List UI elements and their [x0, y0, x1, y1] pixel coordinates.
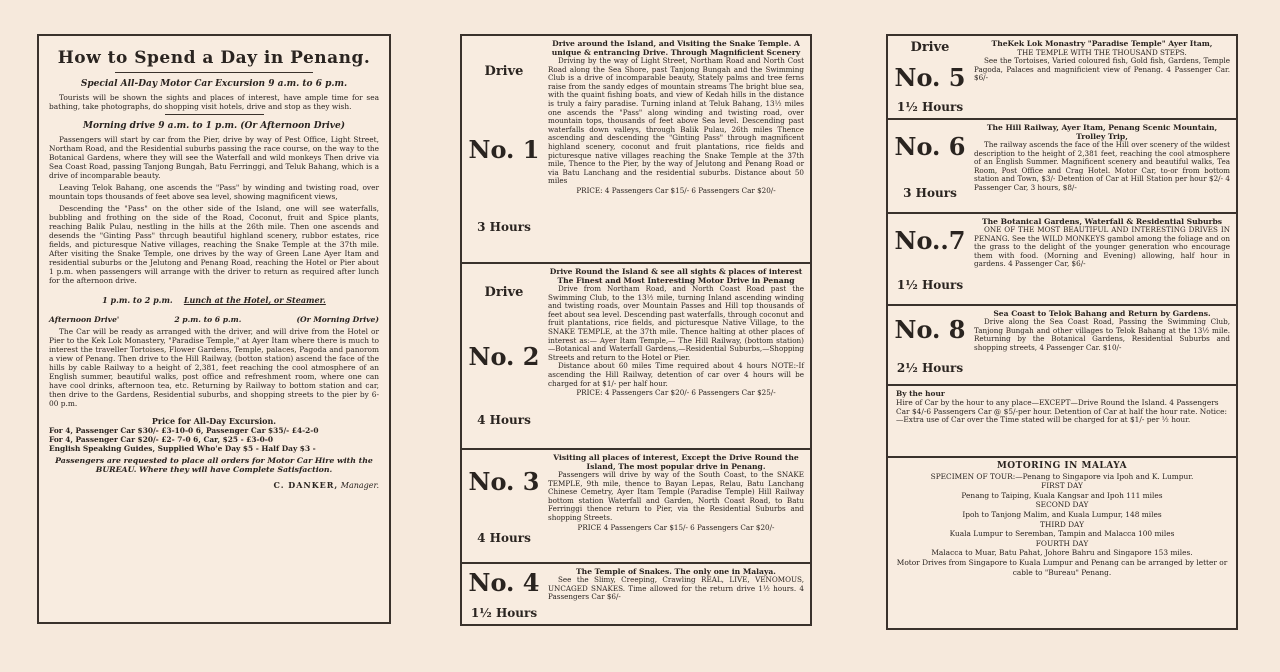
- lunch-label: Lunch at the Hotel, or Steamer.: [183, 295, 326, 305]
- tour-drive-4: [462, 564, 810, 624]
- tour-number: No. 8: [894, 314, 966, 344]
- motoring-line: Motor Drives from Singapore to Kuala Lumpur and Penang can be arranged by letter or cable to "Bureau" Penang.: [896, 557, 1228, 577]
- drive-label: Drive: [484, 285, 524, 300]
- by-hour-section: [888, 386, 1236, 458]
- lunch-line: [49, 295, 379, 305]
- page-title: How to Spend a Day in Penang.: [57, 48, 371, 68]
- drive-label: Drive: [484, 64, 524, 79]
- tour-subtitle: THE TEMPLE WITH THE THOUSAND STEPS.: [1017, 48, 1187, 57]
- tour-content: [972, 306, 1236, 384]
- tour-label: [888, 36, 972, 118]
- tour-price: PRICE: 4 Passengers Car $20/- 6 Passengers Car $25/-: [576, 388, 776, 398]
- tour-price: PRICE: 4 Passengers Car $15/- 6 Passengers Car $20/-: [576, 185, 776, 195]
- motoring-specimen: SPECIMEN OF TOUR:—Penang to Singapore via Ipoh and K. Lumpur.: [930, 471, 1194, 481]
- tour-number: No. 4: [468, 568, 540, 598]
- lunch-time: 1 p.m. to 2 p.m.: [102, 295, 173, 305]
- morning-heading: Morning drive 9 a.m. to 1 p.m. (Or Afternoon Drive): [83, 121, 345, 131]
- morning-paragraph-1: Passengers will start by car from the Pier, drive by way of Pest Office, Light Street, Northam Road, and the Residential suburbs passing the race course, on the way to the Botanical Gardens, where they will see the Waterfall and wild monkeys Then drive via Sea Coast Road, passing Tanjong Bungah, Batu Ferringgi, and Teluk Bahang, which is a drive of incomparable beauty.: [49, 135, 379, 180]
- tour-number: No. 1: [468, 135, 540, 164]
- signature-name: C. DANKER,: [273, 480, 339, 490]
- tour-drive-1: [462, 36, 810, 264]
- tour-hours: 4 Hours: [477, 413, 531, 427]
- tour-hours: 3 Hours: [903, 185, 957, 200]
- tour-content: [546, 264, 810, 448]
- tour-drive-7: [888, 214, 1236, 306]
- tour-drive-6: [888, 120, 1236, 214]
- left-panel: [37, 34, 391, 624]
- afternoon-paragraph: The Car will be ready as arranged with the driver, and will drive from the Hotel or Pier to the Kek Lok Monastery, "Paradise Temple," at Ayer Itam where there is much to interest the traveller Tortoises, Flower Gardens, Temple, palaces, Pagoda and panorom a view of Penang. Then drive to the Hill Railway, (botton station) ascend the face of the hills by cable Railway to a height of 2,381, feet reaching the cool atmosphere of an English summer, beautiful walks, post office and refreshment room, where one can have cool drinks, afternoon tea, etc. Returning by Railway to bottom station and car, then drive to the Gardens, Residential suburbs, and shopping streets to the pier by 6-00 p.m.: [49, 327, 379, 408]
- tour-title: The Botanical Gardens, Waterfall & Residential Suburbs: [981, 217, 1223, 226]
- tour-label: [462, 564, 546, 624]
- tour-title: Visiting all places of interest, Except the Drive Round the Island, The most popular drive in Penang.: [553, 453, 799, 471]
- motoring-line: FOURTH DAY: [1035, 538, 1089, 548]
- tour-body: See the Tortoises, Varied coloured fish, Gold fish, Gardens, Temple Pagoda, Palaces and magnificient view of Penang. 4 Passenger Car. $6/-: [974, 56, 1230, 83]
- morning-paragraph-3: Descending the "Pass" on the other side of the Island, one will see waterfalls, bubbling and frothing on the side of the Road, Coconut, fruit and Spice plants, reaching Balik Pulau, nestling in the hills at the 26th mile. Then one ascends and desends the "Ginting Pass" thrcugh beautiful highland scenery, rubbor estates, rice fields, and picturesque Native villages, reaching the Snake Temple at the 37th mile. After visiting the Snake Temple, one drives by the way of Green Lane Ayer Itam and residential suburbs or the Jelutong and Penang Road, reaching the Hotel or Pier about 1 p.m. when passengers will arrange with the driver to return as required after lunch for the afternoon drive.: [49, 204, 379, 285]
- tour-label: [462, 36, 546, 262]
- tour-hours: 1½ Hours: [896, 100, 964, 114]
- tour-label: [462, 264, 546, 448]
- tour-number: No. 3: [468, 467, 540, 497]
- tour-drive-8: [888, 306, 1236, 386]
- right-panel: [886, 34, 1238, 630]
- tour-hours: 1½ Hours: [896, 278, 964, 293]
- price-line: For 4, Passenger Car $30/- £3-10-0 6, Passenger Car $35/- £4-2-0: [49, 426, 319, 435]
- by-hour-heading: By the hour: [896, 389, 945, 398]
- motoring-line: Penang to Taiping, Kuala Kangsar and Ipoh 111 miles: [961, 490, 1163, 500]
- tour-content: [972, 214, 1236, 304]
- tour-hours: 2½ Hours: [896, 361, 964, 376]
- tour-content: [546, 450, 810, 562]
- tour-body: ONE OF THE MOST BEAUTIFUL AND INTERESTING DRIVES IN PENANG. See the WILD MONKEYS gambol among the foliage and on the grass to the delight of the younger generation who encourage them with food. (Morning and Evening) allowing, half hour in gardens. 4 Passenger Car, $6/-: [974, 225, 1230, 269]
- motoring-line: FIRST DAY: [1041, 481, 1083, 491]
- tour-number: No. 5: [894, 63, 966, 92]
- tour-body: Drive from Northam Road, and North Coast Road past the Swimming Club, to the 13½ mile, turning Inland ascending winding and twisting roads, over Mountain Passes and Hill top thousands of feet about sea level. Descending past waterfalls, through coconut and fruit plantations, rice fields, and picturesque Native Village, to the SNAKE TEMPLE, at the 37th mile. Thence halting at other places of interest as:— Ayer Itam Temple,— The Hill Railway, (bottom station)—Botanical and Waterfall Gardens,—Residential Suburbs,—Shopping Streets and return to the Hotel or Pier.: [548, 284, 804, 362]
- motoring-section: [888, 458, 1236, 581]
- tour-note: Distance about 60 miles Time required about 4 hours NOTE:-If ascending the Hill Railway, detention of car over 4 hours will be charged for at $1/- per half hour.: [548, 361, 804, 388]
- tour-number: No..7: [894, 225, 966, 255]
- tour-title: The Hill Railway, Ayer Itam, Penang Scenic Mountain, Trolley Trip,: [986, 123, 1218, 141]
- tour-label: [888, 214, 972, 304]
- tour-title: The Temple of Snakes. The only one in Malaya.: [576, 567, 776, 576]
- price-line: For 4, Passenger Car $20/- £2- 7-0 6, Car, $25 - £3-0-0: [49, 435, 273, 444]
- tour-drive-5: [888, 36, 1236, 120]
- tour-title: Drive Round the Island & see all sights & places of interest The Finest and Most Interesting Motor Drive in Penang: [549, 267, 803, 285]
- motoring-line: Malacca to Muar, Batu Pahat, Johore Bahru and Singapore 153 miles.: [931, 548, 1193, 558]
- price-heading: Price for All-Day Excursion.: [151, 416, 277, 426]
- tour-content: [546, 564, 810, 624]
- motoring-line: THIRD DAY: [1040, 519, 1084, 529]
- intro-text: Tourists will be shown the sights and places of interest, have ample time for sea bathing, take photographs, do shopping visit hotels, drive and stop as they wish.: [49, 93, 379, 111]
- tour-title: Drive around the Island, and Visiting the Snake Temple. A unique & entrancing Drive. Through Magnificient Scenery: [551, 39, 801, 57]
- motoring-heading: MOTORING IN MALAYA: [996, 461, 1128, 471]
- tour-number: No. 6: [894, 132, 966, 162]
- tour-title: Sea Coast to Telok Bahang and Return by Gardens.: [993, 309, 1211, 318]
- afternoon-time: 2 p.m. to 6 p.m.: [174, 315, 242, 324]
- middle-panel: [460, 34, 812, 626]
- tour-hours: 1½ Hours: [470, 605, 538, 620]
- afternoon-alt: (Or Morning Drive): [296, 315, 379, 324]
- signature-role: Manager.: [340, 481, 379, 490]
- tour-body: Drive along the Sea Coast Road, Passing the Swimming Club, Tanjong Bungah and other villages to Telok Bahang at the 13½ mile. Returning by the Botanical Gardens, Residential Suburbs and shopping streets, 4 Passenger Car. $10/-: [974, 317, 1230, 352]
- special-heading: Special All-Day Motor Car Excursion 9 a.m. to 6 p.m.: [80, 79, 348, 89]
- tour-content: [972, 36, 1236, 118]
- afternoon-label: Afternoon Drive': [49, 315, 120, 324]
- tour-hours: 3 Hours: [477, 220, 531, 234]
- tour-body: See the Slimy, Creeping, Crawling REAL, LIVE, VENOMOUS, UNCAGED SNAKES. Time allowed for the return drive 1½ hours. 4 Passengers Car $6/-: [548, 575, 804, 602]
- motoring-line: Kuala Lumpur to Seremban, Tampin and Malacca 100 miles: [949, 529, 1175, 539]
- order-note: Passengers are requested to place all orders for Motor Car Hire with the BUREAU. Where they will have Complete Satisfaction.: [55, 456, 373, 474]
- tour-content: [972, 120, 1236, 212]
- motoring-line: Ipoh to Tanjong Malim, and Kuala Lumpur, 148 miles: [962, 509, 1162, 519]
- price-line: English Speaking Guides, Supplied Who'e Day $5 - Half Day $3 -: [49, 444, 316, 453]
- tour-body: Driving by the way of Light Street, Northam Road and North Cost Road along the Sea Shore, past Tanjong Bungah and the Swimming Club is a drive of incomparable beauty, Stately palms and tree ferns raise from the sandy edges of mountain streams The bright blue sea, with the quaint fishing boats, and view of Kedah hills in the distance is truly a fairy paradise. Turning inland at Teluk Bahang, 13½ miles one ascends the "Pass" along winding and twisting road, over mountain tops, thousands of feet above Sea level. Descending past waterfalls down valleys, through Balik Pulau, 26th miles Thence ascending and descending the "Ginting Pass" through magnificent highland scenery, coconut and fruit plantations, rice fields and picturesque native villages reaching the Snake Temple at the 37th mile, Thence to the Pier, by the way of Jelutong and Penang Road or via Batu Lanchang and the residential suburbs. Distance about 50 miles: [548, 56, 804, 186]
- tour-label: [888, 120, 972, 212]
- by-hour-body: Hire of Car by the hour to any place—EXCEPT—Drive Round the Island. 4 Passengers Car $4/-6 Passengers Car @ $5/-per hour. Detention of Car at half the hour rate. Notice:—Extra use of Car over the Time stated will be charged for at $1/- per ½ hour.: [896, 397, 1228, 425]
- tour-body: Passengers will drive by way of the South Coast, to the SNAKE TEMPLE, 9th mile, thence to Bayan Lepas, Relau, Batu Lanchang Chinese Cemetry, Ayer Itam Temple (Paradise Temple) Hill Railway bottom station Waterfall and Garden, North Coast Road, to Batu Ferringgi thence return to Pier, via the Residential Suburbs and shopping Streets.: [548, 470, 804, 522]
- afternoon-heading: [49, 315, 379, 324]
- morning-paragraph-2: Leaving Telok Bahang, one ascends the "Pass" by winding and twisting road, over mountain tops thousands of feet above sea level, showing magnificent views,: [49, 183, 379, 201]
- divider: [165, 114, 264, 115]
- tour-body: The railway ascends the face of the Hill over scenery of the wildest description to the height of 2,381 feet, reaching the cool atmosphere of an English Summer. Magnificent scenery and beautiful walks, Tea Room, Post Office and Crag Hotel. Motor Car, to-or from bottom station and Town, $3/- Detention of Car at Hill Station per hour $2/- 4 Passenger Car, 3 hours, $8/-: [974, 140, 1230, 192]
- tour-hours: 4 Hours: [477, 530, 531, 545]
- signature: [49, 480, 379, 490]
- tour-price: PRICE 4 Passengers Car $15/- 6 Passengers Car $20/-: [577, 522, 775, 532]
- motoring-line: SECOND DAY: [1035, 500, 1089, 510]
- tour-drive-2: [462, 264, 810, 450]
- tour-number: No. 2: [468, 342, 540, 371]
- divider: [115, 72, 313, 73]
- drive-label: Drive: [910, 40, 950, 55]
- tour-label: [888, 306, 972, 384]
- tour-content: [546, 36, 810, 262]
- tour-title: TheKek Lok Monastry "Paradise Temple" Ayer Itam,: [991, 39, 1213, 48]
- tour-label: [462, 450, 546, 562]
- tour-drive-3: [462, 450, 810, 564]
